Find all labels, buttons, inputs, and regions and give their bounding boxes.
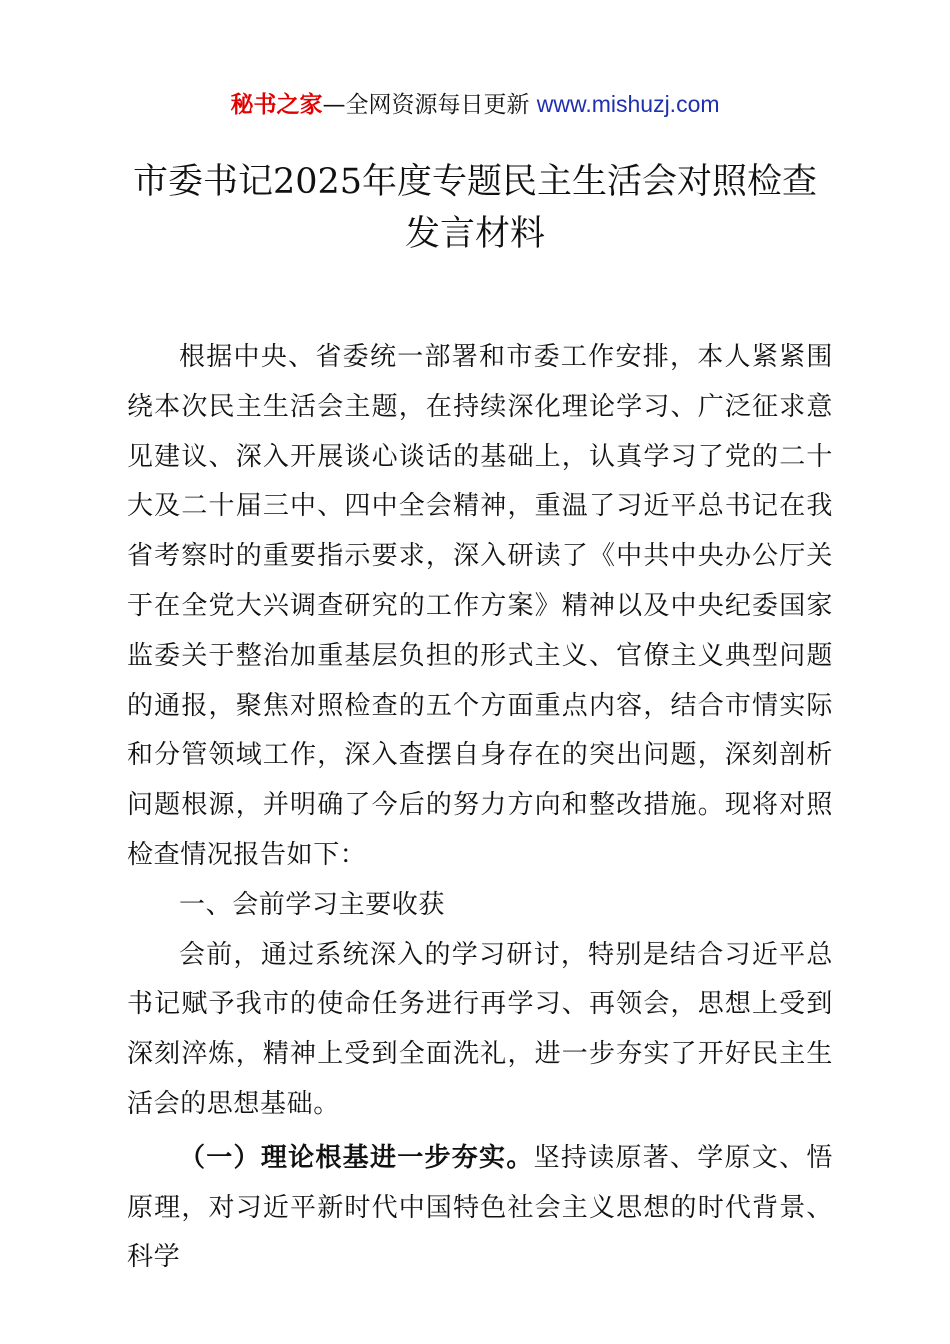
document-title — [60, 156, 890, 260]
site-header — [0, 86, 950, 123]
brand-name: 秘书之家 — [230, 92, 323, 118]
section-1-paragraph: 会前，通过系统深入的学习研讨，特别是结合习近平总书记赋予我市的使命任务进行再学习、再领会，思想上受到深刻淬炼，精神上受到全面洗礼，进一步夯实了开好民主生活会的思想基础。 — [127, 939, 833, 1119]
header-tagline: —全网资源每日更新 — [322, 92, 537, 118]
title-line-2: 发言材料 — [404, 214, 545, 254]
subsection-1-paragraph — [127, 1134, 833, 1283]
section-heading-1: 一、会前学习主要收获 — [179, 889, 446, 920]
title-line-1: 市委书记2025年度专题民主生活会对照检查 — [132, 162, 818, 202]
intro-paragraph: 根据中央、省委统一部署和市委工作安排，本人紧紧围绕本次民主生活会主题，在持续深化理论学习、广泛征求意见建议、深入开展谈心谈话的基础上，认真学习了党的二十大及二十届三中、四中全会精神，重温了习近平总书记在我省考察时的重要指示要求，深入研读了《中共中央办公厅关于在全党大兴调查研究的工作方案》精神以及中央纪委国家监委关于整治加重基层负担的形式主义、官僚主义典型问题的通报，聚焦对照检查的五个方面重点内容，结合市情实际和分管领域工作，深入查摆自身存在的突出问题，深刻剖析问题根源，并明确了今后的努力方向和整改措施。现将对照检查情况报告如下： — [127, 342, 833, 870]
document-body — [127, 333, 833, 1283]
site-url-link[interactable]: www.mishuzj.com — [536, 91, 720, 117]
subsection-1-text: 坚持读原著、学原文、悟原理，对习近平新时代中国特色社会主义思想的时代背景、科学 — [127, 1142, 833, 1273]
subsection-1-title: （一）理论根基进一步夯实。 — [179, 1142, 534, 1173]
